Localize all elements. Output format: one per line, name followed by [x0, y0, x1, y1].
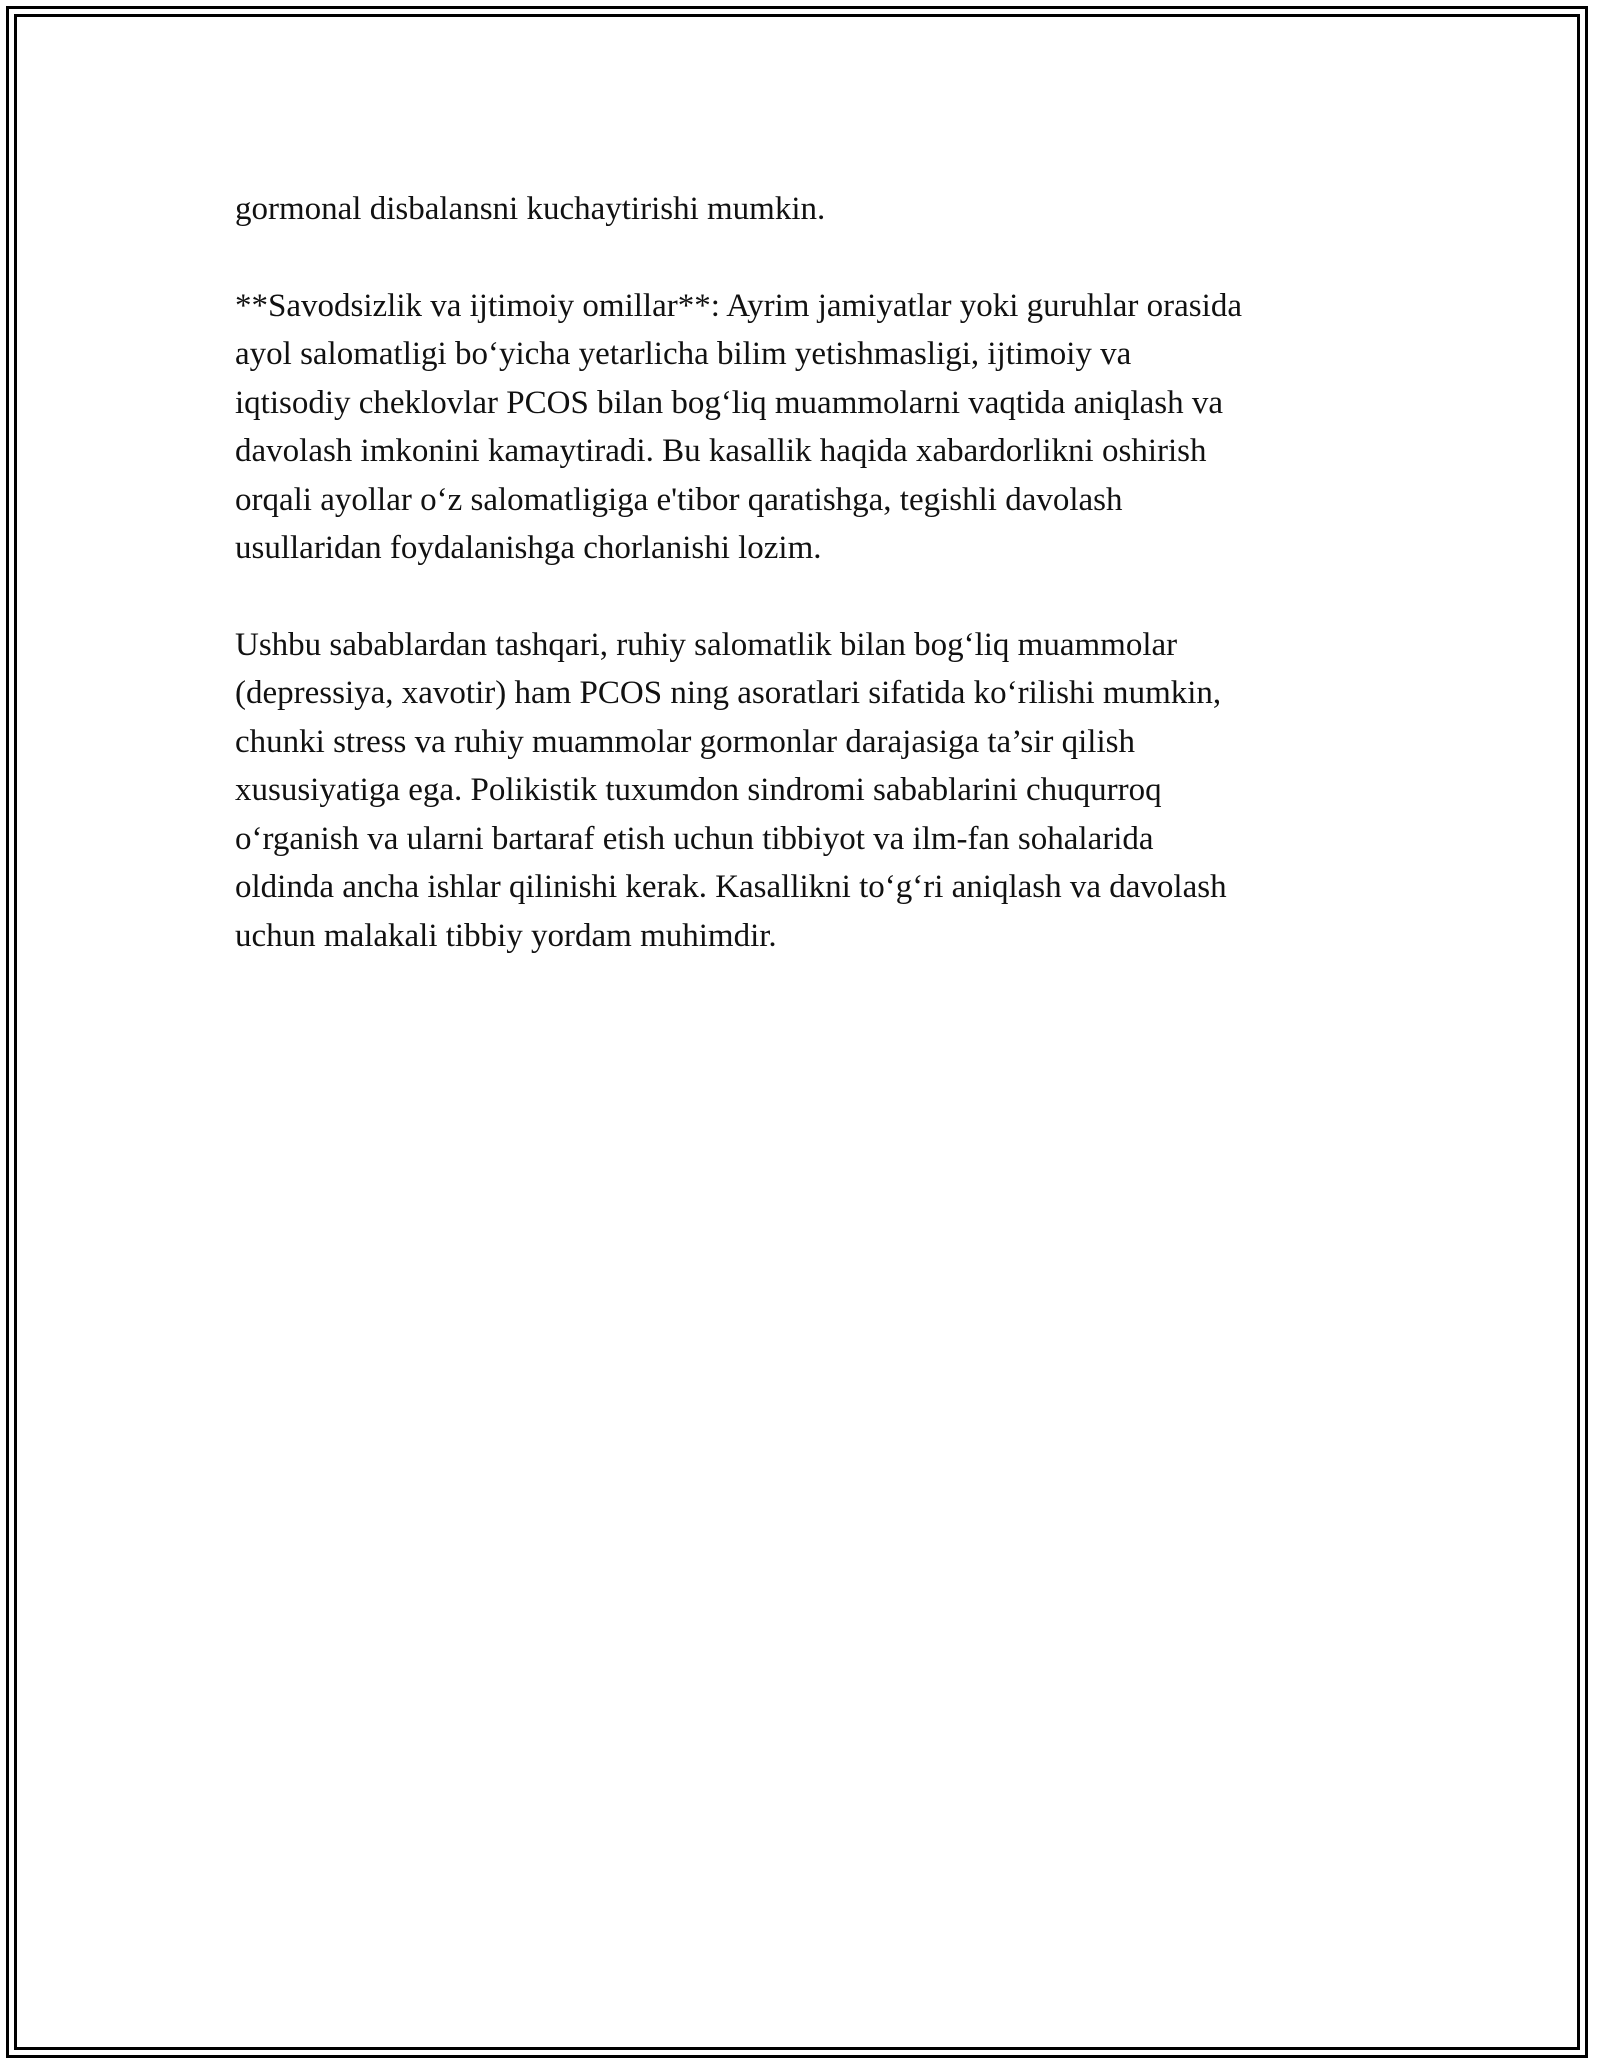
paragraph-continuation: gormonal disbalansni kuchaytirishi mumkin. [235, 191, 826, 227]
paragraph-mental-health: Ushbu sabablardan tashqari, ruhiy salomatlik bilan bog‘liq muammolar (depressiya, xavotir) ham PCOS ning asoratlari sifatida ko‘rilishi mumkin, chunki stress va ruhiy muammolar gormonlar darajasiga ta’sir qilish xususiyatiga ega. Polikistik tuxumdon sindromi sabablarini chuqurroq o‘rganish va ularni bartaraf etish uchun tibbiyot va ilm-fan sohalarida oldinda ancha ishlar qilinishi kerak. Kasallikni to‘g‘ri aniqlash va davolash uchun malakali tibbiy yordam muhimdir. [235, 626, 1227, 954]
paragraph-illiteracy-social-factors: **Savodsizlik va ijtimoiy omillar**: Ayrim jamiyatlar yoki guruhlar orasida ayol salomatligi bo‘yicha yetarlicha bilim yetishmasligi, ijtimoiy va iqtisodiy cheklovlar PCOS bilan bog‘liq muammolarni vaqtida aniqlash va davolash imkonini kamaytiradi. Bu kasallik haqida xabardorlikni oshirish orqali ayollar o‘z salomatligiga e'tibor qaratishga, tegishli davolash usullaridan foydalanishga chorlanishi lozim. [235, 287, 1242, 566]
document-body [235, 185, 1365, 1008]
